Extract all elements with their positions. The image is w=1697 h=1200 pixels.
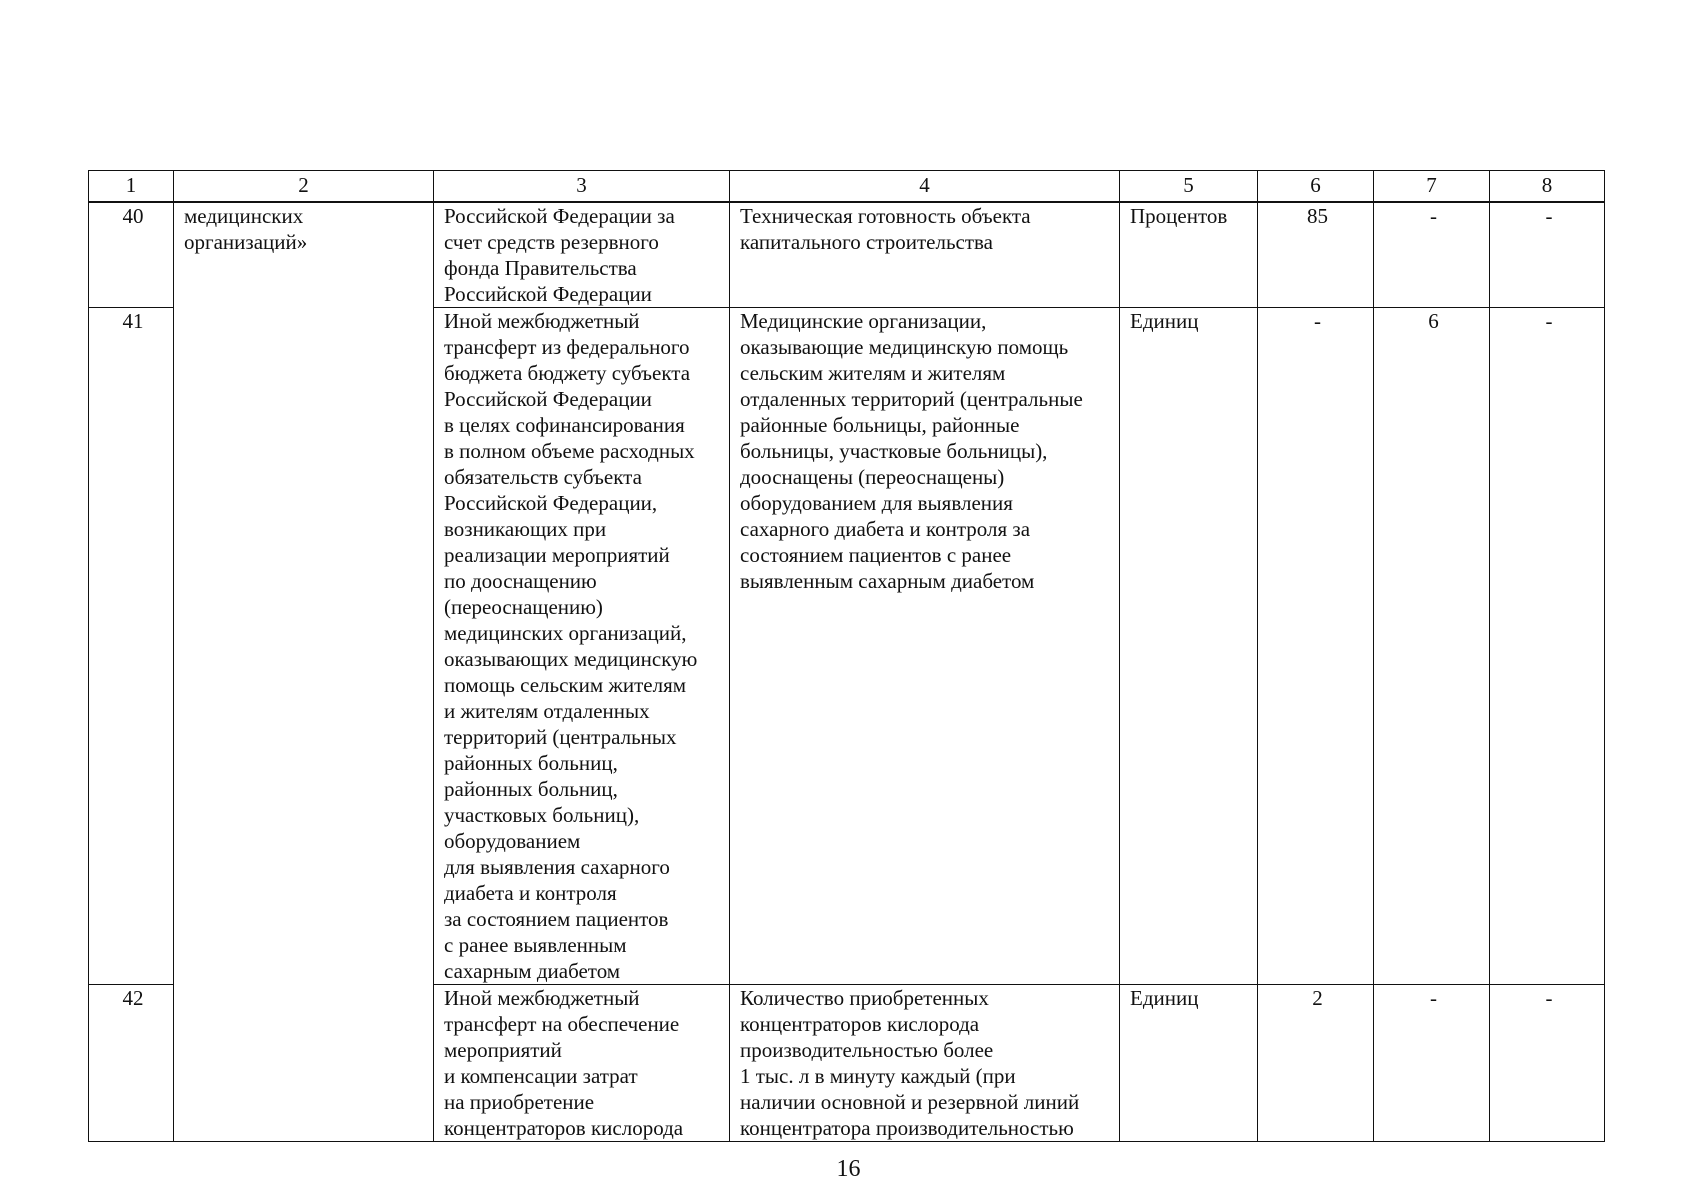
value-col6: - — [1258, 308, 1374, 985]
indicator-cell — [730, 985, 1120, 1142]
unit-cell: Единиц — [1120, 308, 1258, 985]
indicator-text: Техническая готовность объекта капитального строительства — [740, 204, 1031, 254]
row-number: 40 — [89, 202, 174, 308]
row-number: 41 — [89, 308, 174, 985]
indicator-cell — [730, 308, 1120, 985]
column-header-3: 3 — [434, 171, 730, 203]
indicators-table — [88, 170, 1605, 1142]
indicator-cell — [730, 202, 1120, 308]
transfer-description: Иной межбюджетный трансферт на обеспечение мероприятий и компенсации затрат на приобретение концентраторов кислорода — [444, 986, 684, 1140]
value-col8: - — [1490, 308, 1605, 985]
unit-cell: Процентов — [1120, 202, 1258, 308]
page-number: 16 — [836, 1156, 861, 1182]
column-header-6: 6 — [1258, 171, 1374, 203]
transfer-description-cell — [434, 202, 730, 308]
table-row — [89, 202, 1605, 308]
value-col7: - — [1374, 202, 1490, 308]
indicator-text: Медицинские организации, оказывающие медицинскую помощь сельским жителям и жителям отдаленных территорий (центральные районные больницы, районные больницы, участковые больницы), дооснащены (переоснащены) оборудованием для выявления сахарного диабета и контроля за состоянием пациентов с ранее выявленным сахарным диабетом — [740, 309, 1083, 593]
event-name-cell — [174, 202, 434, 1142]
value-col8: - — [1490, 202, 1605, 308]
value-col7: - — [1374, 985, 1490, 1142]
unit-cell: Единиц — [1120, 985, 1258, 1142]
indicator-text: Количество приобретенных концентраторов кислорода производительностью более 1 тыс. л в минуту каждый (при наличии основной и резервной линий концентратора производительностью — [740, 986, 1080, 1140]
transfer-description-cell — [434, 308, 730, 985]
transfer-description: Российской Федерации за счет средств резервного фонда Правительства Российской Федерации — [444, 204, 675, 306]
column-number-row — [89, 171, 1605, 203]
column-header-2: 2 — [174, 171, 434, 203]
value-col6: 85 — [1258, 202, 1374, 308]
column-header-8: 8 — [1490, 171, 1605, 203]
transfer-description: Иной межбюджетный трансферт из федерального бюджета бюджету субъекта Российской Федерации в целях софинансирования в полном объеме расходных обязательств субъекта Российской Федерации, возникающих при реализации мероприятий по дооснащению (переоснащению) медицинских организаций, оказывающих медицинскую помощь сельским жителям и жителям отдаленных территорий (центральных районных больниц, районных больниц, участковых больниц), оборудованием для выявления сахарного диабета и контроля за состоянием пациентов с ранее выявленным сахарным диабетом — [444, 309, 698, 983]
value-col8: - — [1490, 985, 1605, 1142]
value-col6: 2 — [1258, 985, 1374, 1142]
transfer-description-cell — [434, 985, 730, 1142]
column-header-7: 7 — [1374, 171, 1490, 203]
row-number: 42 — [89, 985, 174, 1142]
column-header-1: 1 — [89, 171, 174, 203]
column-header-4: 4 — [730, 171, 1120, 203]
column-header-5: 5 — [1120, 171, 1258, 203]
value-col7: 6 — [1374, 308, 1490, 985]
event-name-text: медицинских организаций» — [184, 204, 308, 254]
